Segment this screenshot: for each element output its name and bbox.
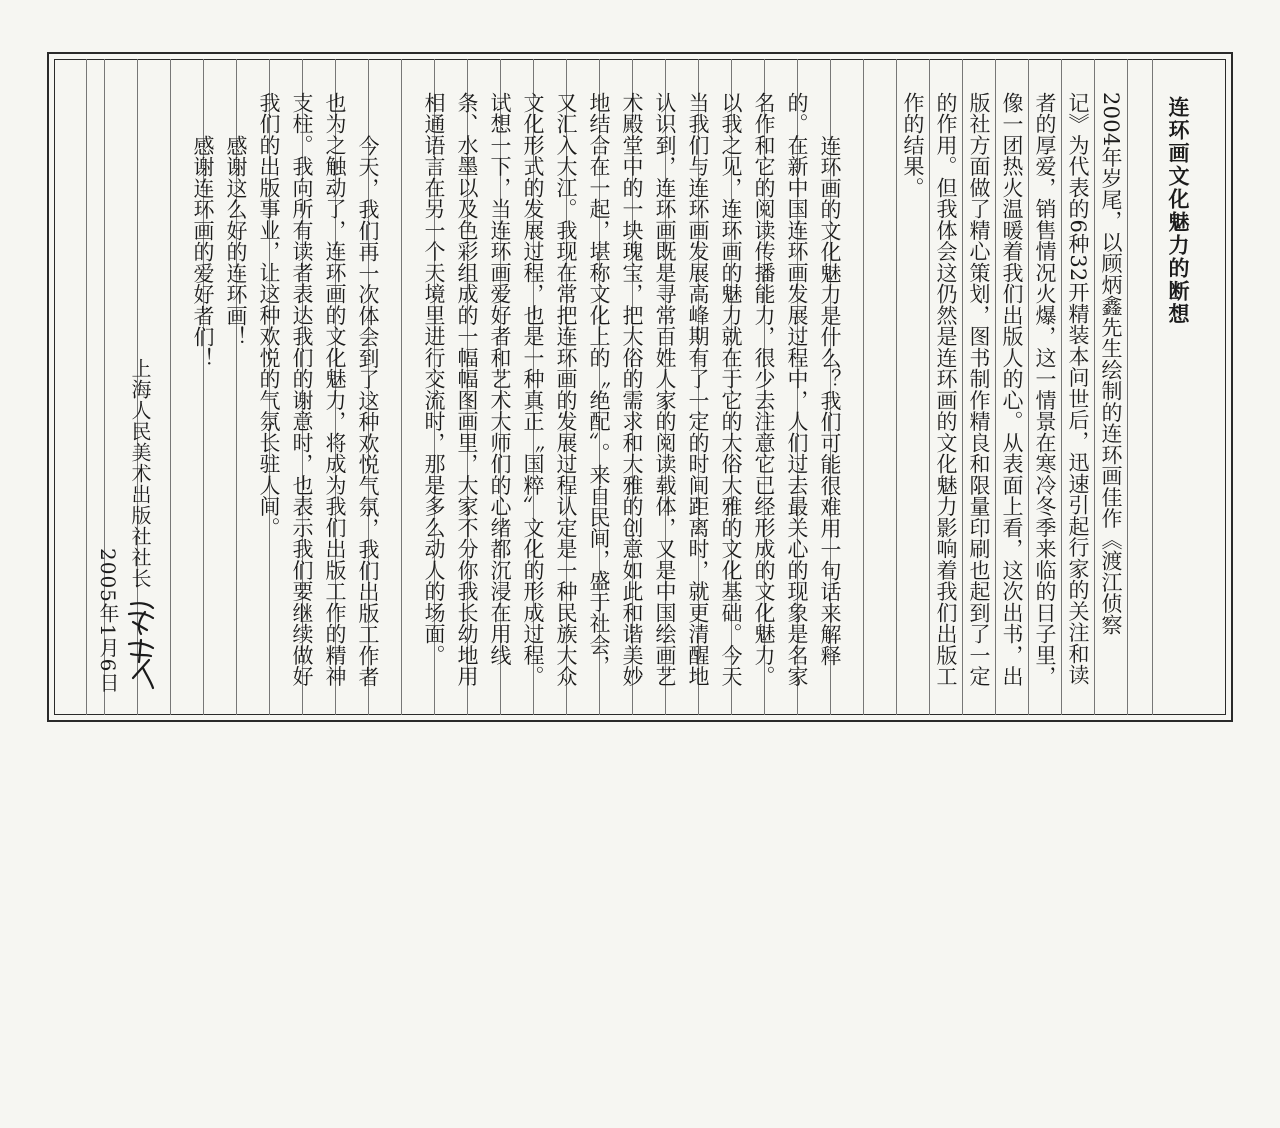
column-rule-line <box>929 59 930 715</box>
text-column: 作的结果。 <box>901 92 925 199</box>
document-title: 连环画文化魅力的断想 <box>1166 96 1190 326</box>
column-rule-line <box>1061 59 1062 715</box>
text-column: 认识到，连环画既是寻常百姓人家的阅读载体，又是中国绘画艺 <box>653 92 677 687</box>
signature-date: 2005年1月6日 <box>96 548 120 694</box>
text-column: 者的厚爱，销售情况火爆，这一情景在寒冷冬季来临的日子里， <box>1033 92 1057 687</box>
column-rule-line <box>401 59 402 715</box>
text-column: 地结合在一起，堪称文化上的〝绝配〞。来自民间，盛于社会， <box>587 92 611 677</box>
handwritten-signature <box>123 598 159 694</box>
text-column: 相通语言在另一个天境里进行交流时，那是多么动人的场面。 <box>422 92 446 666</box>
text-column: 也为之触动了，连环画的文化魅力，将成为我们出版工作的精神 <box>323 92 347 687</box>
text-column: 版社方面做了精心策划，图书制作精良和限量印刷也起到了一定 <box>967 92 991 687</box>
column-rule-line <box>863 59 864 715</box>
text-column: 我们的出版事业，让这种欢悦的气氛长驻人间。 <box>257 92 281 539</box>
text-column: 名作和它的阅读传播能力，很少去注意它已经形成的文化魅力。 <box>752 92 776 687</box>
column-rule-line <box>896 59 897 715</box>
column-rule-line <box>1094 59 1095 715</box>
text-column: 感谢连环画的爱好者们！ <box>191 135 215 369</box>
signature-organization: 上海人民美术出版社社长 <box>128 358 152 589</box>
text-column: 2004年岁尾，以顾炳鑫先生绘制的连环画佳作《渡江侦察 <box>1099 92 1123 636</box>
text-column: 术殿堂中的一块瑰宝，把大俗的需求和大雅的创意如此和谐美妙 <box>620 92 644 687</box>
text-column: 感谢这么好的连环画！ <box>224 135 248 348</box>
text-column: 试想一下，当连环画爱好者和艺术大师们的心绪都沉浸在用线 <box>488 92 512 666</box>
text-column: 记》为代表的6种32开精装本问世后，迅速引起行家的关注和读 <box>1066 92 1090 686</box>
text-column: 连环画的文化魅力是什么？我们可能很难用一句话来解释 <box>818 135 842 667</box>
text-column: 的作用。但我体会这仍然是连环画的文化魅力影响着我们出版工 <box>934 92 958 687</box>
column-rule-line <box>962 59 963 715</box>
column-rule-line <box>1152 59 1153 715</box>
text-column: 又汇入大江。我现在常把连环画的发展过程认定是一种民族大众 <box>554 92 578 687</box>
text-column: 当我们与连环画发展高峰期有了一定的时间距离时，就更清醒地 <box>686 92 710 687</box>
column-rule-line <box>1028 59 1029 715</box>
text-column: 文化形式的发展过程，也是一种真正〝国粹〞文化的形成过程。 <box>521 92 545 687</box>
text-column: 的。在新中国连环画发展过程中，人们过去最关心的现象是名家 <box>785 92 809 687</box>
column-rule-line <box>170 59 171 715</box>
text-column: 今天，我们再一次体会到了这种欢悦气氛，我们出版工作者 <box>356 135 380 688</box>
text-column: 支柱。我向所有读者表达我们的谢意时，也表示我们要继续做好 <box>290 92 314 687</box>
text-column: 条、水墨以及色彩组成的一幅幅图画里，大家不分你我长幼地用 <box>455 92 479 687</box>
text-column: 以我之见，连环画的魅力就在于它的大俗大雅的文化基础。今天 <box>719 92 743 687</box>
text-column: 像一团热火温暖着我们出版人的心。从表面上看，这次出书，出 <box>1000 92 1024 687</box>
column-rule-line <box>86 59 87 715</box>
column-rule-line <box>1127 59 1128 715</box>
column-rule-line <box>995 59 996 715</box>
